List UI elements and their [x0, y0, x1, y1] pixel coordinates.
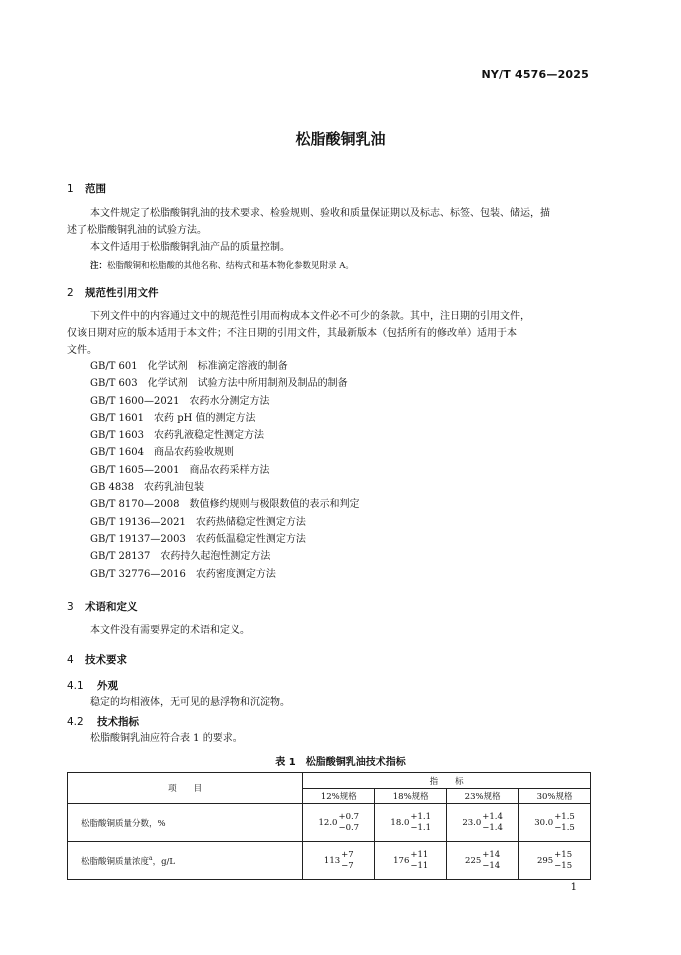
reference-list [90, 358, 359, 583]
reference-item [90, 479, 359, 496]
reference-title: 农药低温稳定性测定方法 [195, 533, 306, 545]
column-header: 12%规格 [303, 789, 375, 804]
value-minus: −0.7 [338, 822, 360, 833]
subsection-4-1-heading [67, 678, 118, 693]
section-1-heading [67, 181, 106, 196]
reference-item [90, 427, 359, 444]
row-label-unit: ，g/L [152, 856, 176, 867]
reference-code: GB/T 603 [90, 378, 138, 390]
table-cell [447, 804, 519, 842]
section-number: 4 [67, 654, 74, 666]
value-plus: +1.1 [410, 811, 431, 822]
value-plus: +1.4 [482, 811, 503, 822]
reference-code: GB/T 1605—2001 [90, 464, 180, 476]
value-plus: +0.7 [338, 811, 360, 822]
value-base: 176 [393, 855, 410, 866]
reference-item [90, 566, 359, 583]
page-number: 1 [570, 882, 577, 893]
paragraph: 本文件没有需要界定的术语和定义。 [90, 625, 250, 636]
section-3-heading [67, 599, 138, 614]
reference-item [90, 358, 359, 375]
reference-title: 农药 pH 值的测定方法 [154, 412, 256, 424]
column-header: 30%规格 [519, 789, 591, 804]
section-number: 4.1 [67, 680, 84, 692]
value-base: 30.0 [534, 817, 554, 828]
section-number: 3 [67, 601, 74, 613]
reference-item [90, 548, 359, 565]
table-row [68, 804, 591, 842]
reference-code: GB/T 28137 [90, 551, 151, 563]
spec-table [67, 772, 591, 880]
reference-code: GB 4838 [90, 482, 134, 494]
note-text: 松脂酸铜和松脂酸的其他名称、结构式和基本物化参数见附录 A。 [107, 261, 354, 271]
reference-code: GB/T 601 [90, 361, 138, 372]
value-plus: +7 [341, 849, 354, 860]
paragraph: 松脂酸铜乳油应符合表 1 的要求。 [90, 733, 243, 744]
section-title: 外观 [97, 680, 118, 692]
value-plus: +1.5 [554, 811, 575, 822]
paragraph: 本文件适用于松脂酸铜乳油产品的质量控制。 [90, 242, 290, 253]
value-minus: −1.4 [482, 822, 503, 833]
reference-title: 商品农药验收规则 [154, 447, 235, 459]
paragraph: 下列文件中的内容通过文中的规范性引用而构成本文件必不可少的条款。其中，注日期的引用文件， [90, 311, 530, 322]
section-title: 技术指标 [97, 716, 139, 728]
reference-item [90, 514, 359, 531]
reference-code: GB/T 1600—2021 [90, 395, 180, 407]
value-plus: +15 [554, 849, 573, 860]
section-title: 范围 [85, 183, 106, 195]
standard-code: NY/T 4576—2025 [481, 68, 589, 81]
footnote-marker: a [149, 854, 153, 862]
subsection-4-2-heading [67, 714, 139, 729]
reference-item [90, 444, 359, 461]
value-base: 295 [536, 855, 554, 866]
table-cell [303, 804, 375, 842]
value-minus: −14 [482, 860, 501, 871]
value-base: 225 [465, 855, 482, 866]
value-plus: +11 [410, 849, 429, 860]
paragraph: 仅该日期对应的版本适用于本文件；不注日期的引用文件，其最新版本（包括所有的修改单）适用于本 [67, 328, 517, 339]
value-base: 18.0 [390, 817, 410, 828]
paragraph: 述了松脂酸铜乳油的试验方法。 [67, 225, 207, 236]
reference-title: 化学试剂 标准滴定溶液的制备 [147, 361, 288, 372]
value-minus: −1.1 [410, 822, 431, 833]
table-cell [519, 842, 591, 880]
paragraph: 文件。 [67, 345, 97, 356]
document-title: 松脂酸铜乳油 [295, 130, 386, 148]
reference-item [90, 393, 359, 410]
row-label: 松脂酸铜质量分数，% [68, 804, 303, 842]
reference-code: GB/T 1604 [90, 447, 145, 459]
reference-code: GB/T 19137—2003 [90, 533, 186, 545]
table-cell [447, 842, 519, 880]
reference-title: 数值修约规则与极限数值的表示和判定 [189, 499, 360, 511]
reference-code: GB/T 19136—2021 [90, 516, 186, 528]
row-label-main: 松脂酸铜质量浓度 [81, 856, 150, 867]
value-plus: +14 [482, 849, 501, 860]
reference-code: GB/T 1601 [90, 412, 145, 424]
value-minus: −1.5 [554, 822, 575, 833]
row-label [68, 842, 303, 880]
reference-code: GB/T 8170—2008 [90, 499, 180, 511]
reference-item [90, 462, 359, 479]
section-4-heading [67, 652, 127, 667]
reference-title: 农药乳油包装 [143, 482, 204, 494]
section-number: 4.2 [67, 716, 84, 728]
column-header: 18%规格 [375, 789, 447, 804]
section-title: 术语和定义 [85, 601, 138, 613]
value-base: 23.0 [462, 817, 482, 828]
reference-title: 农药乳液稳定性测定方法 [154, 430, 265, 442]
paragraph: 本文件规定了松脂酸铜乳油的技术要求、检验规则、验收和质量保证期以及标志、标签、包装、储运，描 [90, 208, 550, 219]
table-cell [375, 804, 447, 842]
reference-title: 商品农药采样方法 [189, 464, 270, 476]
reference-item [90, 375, 359, 392]
reference-item [90, 410, 359, 427]
reference-title: 农药水分测定方法 [189, 395, 270, 407]
reference-title: 农药热储稳定性测定方法 [195, 516, 306, 528]
reference-item [90, 496, 359, 513]
reference-title: 化学试剂 试验方法中所用制剂及制品的制备 [147, 378, 348, 390]
value-minus: −7 [341, 860, 354, 871]
reference-code: GB/T 32776—2016 [90, 568, 186, 580]
value-base: 113 [323, 855, 341, 866]
paragraph: 稳定的均相液体，无可见的悬浮物和沉淀物。 [90, 697, 290, 708]
table-cell [375, 842, 447, 880]
value-minus: −15 [554, 860, 573, 871]
reference-code: GB/T 1603 [90, 430, 145, 442]
reference-item [90, 531, 359, 548]
column-header: 23%规格 [447, 789, 519, 804]
section-title: 技术要求 [85, 654, 127, 666]
value-base: 12.0 [318, 817, 338, 828]
table-row [68, 842, 591, 880]
reference-title: 农药持久起泡性测定方法 [160, 551, 271, 563]
note-label: 注： [90, 261, 108, 271]
section-title: 规范性引用文件 [85, 287, 159, 299]
table-caption: 表 1 松脂酸铜乳油技术指标 [275, 757, 406, 768]
table-header-row [68, 773, 591, 789]
column-header-item: 项 目 [68, 773, 303, 804]
note [90, 259, 354, 271]
section-number: 1 [67, 183, 74, 195]
table-cell [519, 804, 591, 842]
section-number: 2 [67, 287, 74, 299]
column-header-group: 指 标 [303, 773, 591, 789]
reference-title: 农药密度测定方法 [195, 568, 276, 580]
table-cell [303, 842, 375, 880]
value-minus: −11 [410, 860, 429, 871]
section-2-heading [67, 285, 159, 300]
